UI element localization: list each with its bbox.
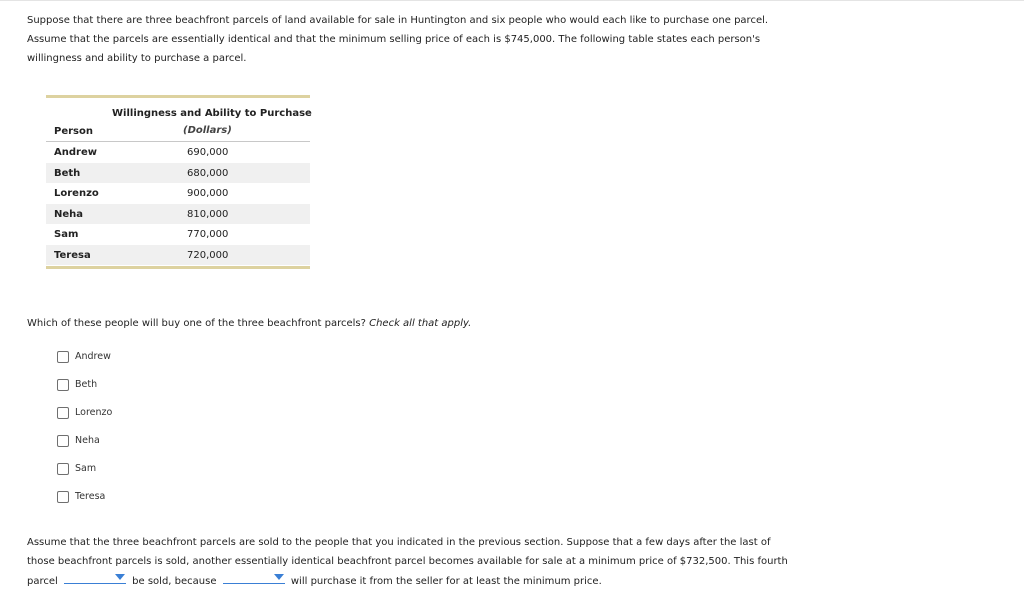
table-column-units: (Dollars) (183, 125, 232, 136)
checkbox-lorenzo[interactable] (57, 407, 69, 419)
person-name: Teresa (54, 249, 91, 261)
table-person-header: Person (54, 126, 93, 137)
option-label: Sam (75, 463, 97, 474)
table-column-header: Willingness and Ability to Purchase (112, 108, 312, 119)
checkbox-neha[interactable] (57, 435, 69, 447)
intro-line: willingness and ability to purchase a parcel. (27, 53, 247, 64)
top-divider (0, 0, 1024, 1)
checkbox-sam[interactable] (57, 463, 69, 475)
person-value: 900,000 (187, 188, 229, 199)
checkbox-teresa[interactable] (57, 491, 69, 503)
person-name: Sam (54, 229, 79, 240)
table-row (46, 204, 310, 225)
table-bottom-rule (46, 266, 310, 269)
followup-paragraph (27, 533, 1017, 591)
intro-paragraph (27, 11, 1007, 68)
question-text (27, 318, 471, 329)
person-value: 810,000 (187, 208, 229, 220)
buyer-dropdown[interactable] (223, 571, 285, 584)
checkbox-group (57, 349, 112, 517)
intro-line: Assume that the parcels are essentially identical and that the minimum selling price of each is $745,000. The following table states each person's (27, 34, 761, 45)
followup-text: will purchase it from the seller for at least the minimum price. (290, 576, 602, 587)
person-name: Neha (54, 208, 84, 220)
option-beth[interactable] (57, 377, 112, 405)
table-row (46, 142, 310, 163)
person-name: Beth (54, 167, 81, 179)
chevron-down-icon (274, 574, 284, 580)
table-header (46, 98, 310, 141)
checkbox-andrew[interactable] (57, 351, 69, 363)
option-label: Neha (75, 435, 100, 446)
checkbox-beth[interactable] (57, 379, 69, 391)
option-andrew[interactable] (57, 349, 112, 377)
followup-line-with-dropdowns (27, 571, 1017, 591)
followup-line: Assume that the three beachfront parcels are sold to the people that you indicated in the previous section. Suppose that a few days after the last of (27, 537, 771, 548)
person-value: 680,000 (187, 167, 229, 179)
option-label: Beth (75, 379, 98, 390)
followup-line: those beachfront parcels is sold, another essentially identical beachfront parcel becomes available for sale at a minimum price of $732,500. This fourth (27, 556, 788, 567)
followup-text: be sold, because (132, 576, 217, 587)
option-sam[interactable] (57, 461, 112, 489)
person-name: Lorenzo (54, 188, 99, 199)
person-value: 720,000 (187, 249, 229, 261)
person-value: 690,000 (187, 147, 229, 158)
table-row (46, 163, 310, 184)
question-prompt: Which of these people will buy one of the three beachfront parcels? (27, 318, 370, 329)
option-label: Andrew (75, 351, 111, 362)
chevron-down-icon (115, 574, 125, 580)
option-label: Lorenzo (75, 407, 113, 418)
person-value: 770,000 (187, 229, 229, 240)
option-lorenzo[interactable] (57, 405, 112, 433)
table-row (46, 183, 310, 204)
table-row (46, 224, 310, 245)
willingness-table (46, 95, 310, 269)
person-name: Andrew (54, 147, 97, 158)
option-label: Teresa (75, 491, 106, 502)
option-teresa[interactable] (57, 489, 112, 517)
question-hint: Check all that apply. (369, 318, 472, 329)
intro-line: Suppose that there are three beachfront parcels of land available for sale in Huntington and six people who would each like to purchase one parcel. (27, 15, 769, 26)
table-row (46, 245, 310, 266)
will-dropdown[interactable] (64, 571, 126, 584)
followup-text: parcel (27, 576, 58, 587)
option-neha[interactable] (57, 433, 112, 461)
